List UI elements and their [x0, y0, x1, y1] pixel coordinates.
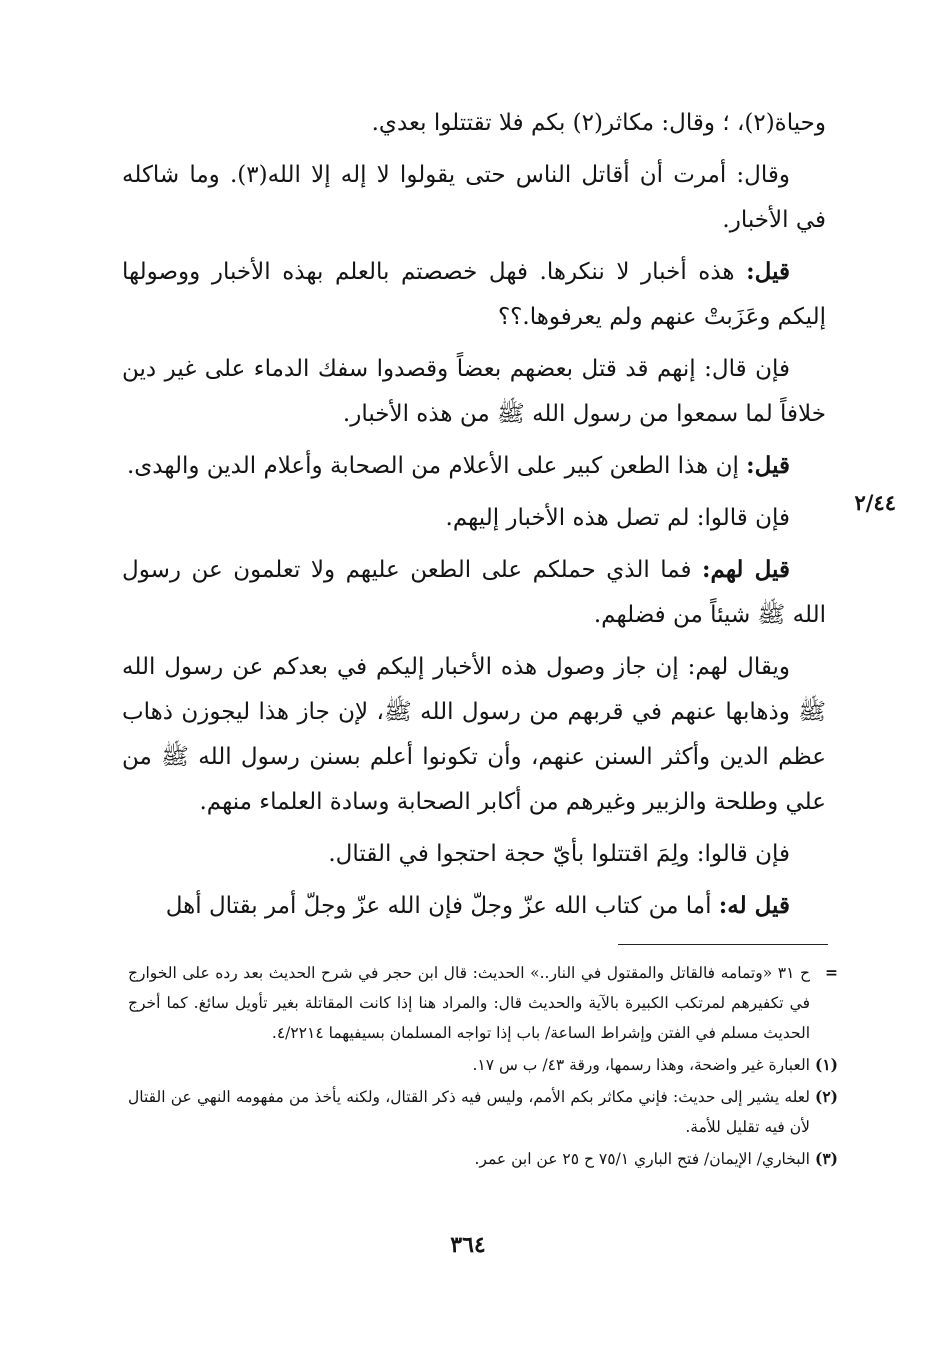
paragraph-text: إن هذا الطعن كبير على الأعلام من الصحابة وأعلام الدين والهدى. — [126, 453, 747, 479]
footnote — [128, 958, 838, 1048]
paragraph-text: فإن قال: إنهم قد قتل بعضهم بعضاً وقصدوا سفك الدماء على غير دين خلافاً لما سمعوا من رسول الله ﷺ من هذه الأخبار. — [122, 356, 826, 427]
paragraph — [122, 644, 826, 825]
footnote-mark: (١) — [814, 1055, 838, 1074]
paragraph-lead: قيل: — [746, 452, 790, 479]
footnote-text: ح ٣١ «وتمامه فالقاتل والمقتول في النار..» الحديث: قال ابن حجر في شرح الحديث بعد رده على الخوارج في تكفيرهم لمرتكب الكبيرة بالآية والحديث قال: والمراد هنا إذا كانت المقاتلة بغير تأويل سائغ. كما أخرج الحديث مسلم في الفتن وإشراط الساعة/ باب إذا تواجه المسلمان بسيفيهما ٤/٢٢١٤. — [128, 964, 810, 1042]
footnote-text: البخاري/ الإيمان/ فتح الباري ٧٥/١ ح ٢٥ عن ابن عمر. — [474, 1150, 810, 1168]
paragraph — [122, 883, 826, 929]
main-text — [122, 100, 826, 935]
paragraph-text: فإن قالوا: لم تصل هذه الأخبار إليهم. — [445, 505, 790, 531]
footnote — [128, 1082, 838, 1142]
footnote-text: العبارة غير واضحة، وهذا رسمها، ورقة ٤٣/ ب س ١٧. — [472, 1056, 810, 1074]
paragraph-text: ويقال لهم: إن جاز وصول هذه الأخبار إليكم في بعدكم عن رسول الله ﷺ وذهابها عنهم في قربهم من رسول الله ﷺ، لإن جاز هذا ليجوزن ذهاب عظم الدين وأكثر السنن عنهم، وأن تكونوا أعلم بسنن رسول الله ﷺ من علي وطلحة والزبير وغيرهم من أكابر الصحابة وسادة العلماء منهم. — [122, 654, 826, 815]
paragraph — [122, 443, 826, 489]
footnote — [128, 1144, 838, 1174]
footnote-mark: = — [825, 963, 838, 982]
footnote-divider — [618, 944, 828, 945]
footnotes — [128, 958, 838, 1176]
paragraph-text: هذه أخبار لا ننكرها. فهل خصصتم بالعلم بهذه الأخبار ووصولها إليكم وعَزَبتْ عنهم ولم يعرفوها.؟؟ — [122, 259, 826, 330]
footnote-mark: (٣) — [814, 1149, 838, 1168]
paragraph — [122, 547, 826, 638]
margin-reference: ٢/٤٤ — [854, 490, 896, 515]
footnote — [128, 1050, 838, 1080]
page-number: ٣٦٤ — [450, 1232, 486, 1258]
paragraph-lead: قيل لهم: — [702, 556, 790, 583]
paragraph-text: أما من كتاب الله عزّ وجلّ فإن الله عزّ وجلّ أمر بقتال أهل — [165, 893, 719, 919]
footnote-mark: (٢) — [814, 1087, 838, 1106]
paragraph-text: فإن قالوا: ولِمَ اقتتلوا بأيّ حجة احتجوا في القتال. — [328, 841, 790, 867]
paragraph-text: وقال: أمرت أن أقاتل الناس حتى يقولوا لا إله إلا الله(٣). وما شاكله في الأخبار. — [122, 162, 826, 233]
paragraph-text: وحياة(٢)، ؛ وقال: مكاثر(٢) بكم فلا تقتتلوا بعدي. — [371, 110, 826, 136]
paragraph-text: فما الذي حملكم على الطعن عليهم ولا تعلمون عن رسول الله ﷺ شيئاً من فضلهم. — [122, 557, 826, 628]
paragraph — [122, 495, 826, 541]
paragraph — [122, 100, 826, 146]
paragraph — [122, 152, 826, 243]
paragraph — [122, 346, 826, 437]
paragraph-lead: قيل له: — [718, 892, 790, 919]
paragraph — [122, 831, 826, 877]
footnote-text: لعله يشير إلى حديث: فإني مكاثر بكم الأمم، وليس فيه ذكر القتال، ولكنه يأخذ من مفهومه النهي عن القتال لأن فيه تقليل للأمة. — [128, 1088, 810, 1136]
paragraph-lead: قيل: — [746, 258, 790, 285]
paragraph — [122, 249, 826, 340]
